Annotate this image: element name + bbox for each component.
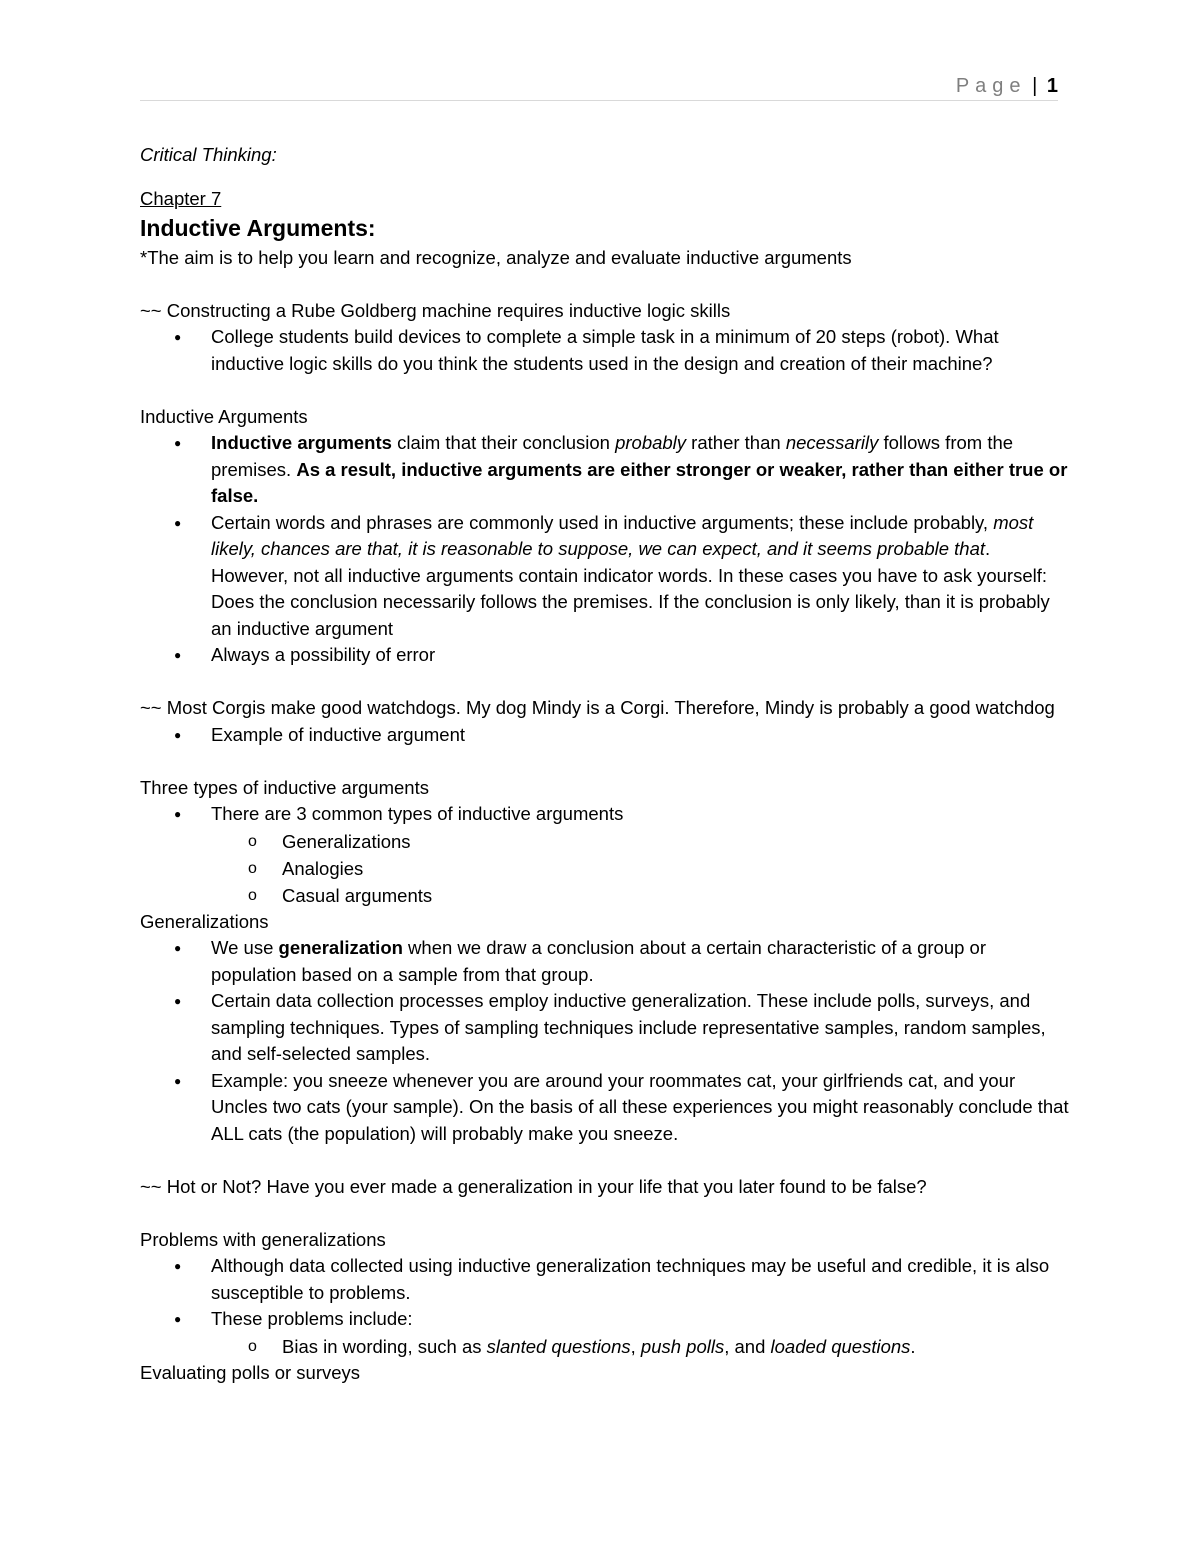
text-run: follows from the premises. [211,432,1014,480]
term-inductive-arguments: Inductive arguments [211,432,392,453]
chapter-label: Chapter 7 [140,187,222,209]
indicator-phrases: most likely, chances are that, it is reasonable to suppose, we can expect, and it seems probable that [211,511,1034,559]
problems-list [140,1253,1070,1360]
list-item: ● College students build devices to complete a simple task in a minimum of 20 steps (robot). What inductive logic skills do you think the students used in the design and creation of their machine? [140,324,1070,377]
document-body [140,142,1070,1386]
corgi-example: ~~ Most Corgis make good watchdogs. My dog Mindy is a Corgi. Therefore, Mindy is probably a good watchdog [140,697,1055,718]
sublist-item: o Casual arguments [211,882,1070,909]
text-run: Certain words and phrases are commonly used in inductive arguments; these include probably, [211,511,994,533]
list-item: ● Example of inductive argument [140,722,1070,749]
document-title: Critical Thinking: [140,144,277,165]
page-header [140,72,1058,101]
generalizations-label: Generalizations [140,910,269,932]
list-item: ● Certain data collection processes employ inductive generalization. These include polls, surveys, and sampling techniques. Types of sampling techniques include representative samples, random samples, and self-selected samples. [140,988,1070,1068]
types-sublist [211,828,1070,909]
problems-sublist [211,1333,1070,1360]
page-number: 1 [1046,75,1058,97]
list-item [140,935,1070,988]
text-run: , and [724,1335,771,1357]
corgi-list [140,722,1070,749]
list-item [140,1306,1070,1360]
page-separator: | [1032,75,1038,97]
list-item: ● Although data collected using inductive generalization techniques may be useful and credible, it is also susceptible to problems. [140,1253,1070,1306]
text-run: We use [211,937,279,958]
three-types-label: Three types of inductive arguments [140,776,429,798]
emphasis-probably: probably [615,432,687,453]
text-run: rather than [686,432,786,453]
page-label: Page [955,75,1027,97]
hot-or-not-question: ~~ Hot or Not? Have you ever made a generalization in your life that you later found to be false? [140,1175,927,1197]
emphasis-slanted-questions: slanted questions [486,1335,631,1357]
generalizations-list [140,935,1070,1147]
inductive-arguments-label: Inductive Arguments [140,405,308,427]
inductive-arguments-list [140,430,1070,669]
text-run: There are 3 common types of inductive arguments [211,803,624,824]
list-item: ● Example: you sneeze whenever you are around your roommates cat, your girlfriends cat, and your Uncles two cats (your sample). On the basis of all these experiences you might reasonably conclude that ALL cats (the population) will probably make you sneeze. [140,1068,1070,1148]
list-item [140,430,1070,510]
sublist-item: o Generalizations [211,828,1070,855]
text-run: , [630,1335,641,1357]
three-types-list [140,801,1070,909]
text-run: when we draw a conclusion about a certain characteristic of a group or population based on a sample from that group. [211,937,986,985]
text-run: . [910,1335,916,1357]
list-item: ● Always a possibility of error [140,642,1070,669]
evaluating-label: Evaluating polls or surveys [140,1361,361,1383]
text-run: Bias in wording, such as [282,1335,487,1357]
emphasis-necessarily: necessarily [785,432,879,453]
sublist-item [211,1333,1070,1360]
aim-statement: *The aim is to help you learn and recognize, analyze and evaluate inductive arguments [140,246,852,268]
list-item [140,801,1070,909]
rube-goldberg-intro: ~~ Constructing a Rube Goldberg machine requires inductive logic skills [140,299,731,321]
sublist-item: o Analogies [211,855,1070,882]
emphasis-push-polls: push polls [640,1335,725,1357]
bold-statement: As a result, inductive arguments are either stronger or weaker, rather than either true or false. [211,458,1068,506]
problems-label: Problems with generalizations [140,1228,386,1250]
emphasis-loaded-questions: loaded questions [770,1335,911,1357]
list-item [140,510,1070,643]
rube-goldberg-list [140,324,1070,377]
term-generalization: generalization [278,937,403,958]
text-run: . However, not all inductive arguments contain indicator words. In these cases you have to ask yourself: Does the conclusion necessarily follows the premises. If the conclusion is only likely, than it is probably an inductive argument [211,538,1050,639]
text-run: These problems include: [211,1308,413,1329]
text-run: claim that their conclusion [391,432,616,453]
section-heading: Inductive Arguments: [140,214,376,241]
